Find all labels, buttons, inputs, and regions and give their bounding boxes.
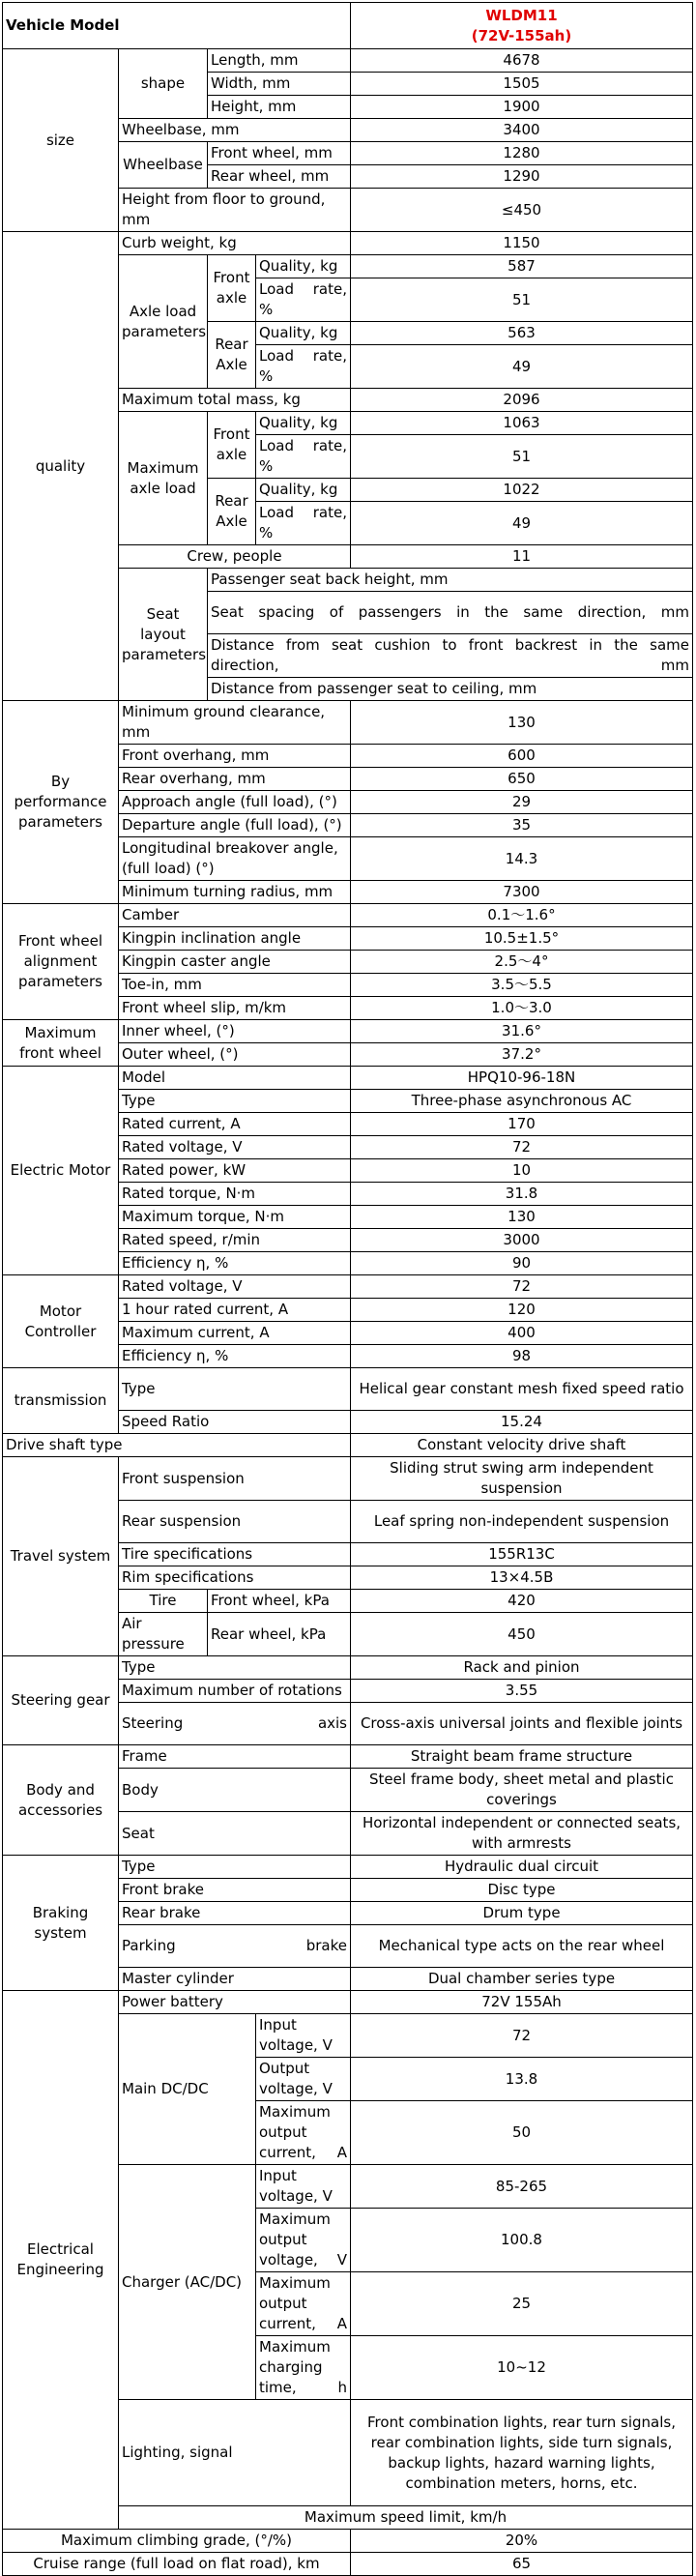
front-suspension-label: Front suspension: [119, 1457, 351, 1501]
alignment-row-value: 3.5～5.5: [351, 974, 693, 997]
controller-row-label: Efficiency η, %: [119, 1345, 351, 1368]
braking-row-value: Mechanical type acts on the rear wheel: [351, 1925, 693, 1968]
motor-row-value: 90: [351, 1252, 693, 1275]
braking-row-label: Master cylinder: [119, 1968, 351, 1991]
front-pressure-value: 420: [351, 1590, 693, 1613]
motor-row-label: Rated current, A: [119, 1113, 351, 1136]
controller-row-label: 1 hour rated current, A: [119, 1299, 351, 1322]
front-suspension-value: Sliding strut swing arm independent suspension: [351, 1457, 693, 1501]
motor-row-value: Three-phase asynchronous AC: [351, 1090, 693, 1113]
motor-row-label: Rated voltage, V: [119, 1136, 351, 1159]
transmission-group-label: transmission: [3, 1368, 119, 1434]
max-front-wheel-row-label: Inner wheel, (°): [119, 1020, 351, 1043]
charger-input-value: 85-265: [351, 2165, 693, 2209]
axle-front-rate-value: 51: [351, 278, 693, 322]
rear-pressure-label: Rear wheel, kPa: [208, 1613, 351, 1656]
rear-suspension-label: Rear suspension: [119, 1501, 351, 1543]
max-front-axle-label: Front axle: [208, 412, 256, 479]
vehicle-model-value: [351, 3, 693, 49]
axle-front-label: Front axle: [208, 255, 256, 322]
performance-row-value: 600: [351, 745, 693, 768]
lighting-value: Front combination lights, rear turn signals, rear combination lights, side turn signals, backup lights, hazard warning lights, combination meters, horns, etc.: [351, 2400, 693, 2506]
speed-ratio-value: 15.24: [351, 1411, 693, 1434]
motor-row-label: Model: [119, 1067, 351, 1090]
model-name: WLDM11: [485, 6, 558, 24]
power-battery-label: Power battery: [119, 1991, 351, 2014]
steering-row-value: Rack and pinion: [351, 1656, 693, 1680]
motor-row-label: Rated torque, N·m: [119, 1183, 351, 1206]
steering-row-value: 3.55: [351, 1680, 693, 1703]
alignment-row-label: Camber: [119, 904, 351, 927]
rear-wheel-track-label: Rear wheel, mm: [208, 165, 351, 189]
max-rear-rate-value: 49: [351, 502, 693, 545]
air-pressure-label: Air pressure: [119, 1613, 208, 1656]
tire-label: Tire: [119, 1590, 208, 1613]
performance-row-label: Approach angle (full load), (°): [119, 791, 351, 814]
max-front-wheel-group-label: Maximum front wheel: [3, 1020, 119, 1067]
max-front-wheel-row-value: 37.2°: [351, 1043, 693, 1067]
dcdc-input-label: Input voltage, V: [256, 2014, 351, 2058]
alignment-row-label: Front wheel slip, m/km: [119, 997, 351, 1020]
axle-rear-label: Rear Axle: [208, 322, 256, 389]
spec-sheet: [2, 2, 692, 2572]
axle-rear-quality-label: Quality, kg: [256, 322, 351, 345]
braking-group-label: Braking system: [3, 1856, 119, 1991]
braking-row-label: Front brake: [119, 1879, 351, 1902]
front-pressure-label: Front wheel, kPa: [208, 1590, 351, 1613]
controller-row-label: Rated voltage, V: [119, 1275, 351, 1299]
body-row-label: Frame: [119, 1745, 351, 1769]
alignment-row-label: Kingpin caster angle: [119, 951, 351, 974]
max-total-mass-label: Maximum total mass, kg: [119, 389, 351, 412]
body-row-value: Steel frame body, sheet metal and plastic coverings: [351, 1769, 693, 1812]
rim-spec-label: Rim specifications: [119, 1566, 351, 1590]
axle-rear-rate-label: Load rate, %: [256, 345, 351, 389]
length-label: Length, mm: [208, 49, 351, 73]
performance-row-label: Minimum ground clearance, mm: [119, 701, 351, 745]
alignment-row-value: 10.5±1.5°: [351, 927, 693, 951]
axle-front-quality-label: Quality, kg: [256, 255, 351, 278]
steering-row-value: Cross-axis universal joints and flexible joints: [351, 1703, 693, 1745]
performance-row-label: Front overhang, mm: [119, 745, 351, 768]
vehicle-model-label: Vehicle Model: [3, 3, 351, 49]
width-label: Width, mm: [208, 73, 351, 96]
controller-row-value: 400: [351, 1322, 693, 1345]
dcdc-output-label: Output voltage, V: [256, 2058, 351, 2101]
max-rear-rate-label: Load rate, %: [256, 502, 351, 545]
max-axle-load-label: Maximum axle load: [119, 412, 208, 545]
spec-table: [2, 2, 693, 2576]
body-row-value: Horizontal independent or connected seats, with armrests: [351, 1812, 693, 1856]
charger-current-value: 25: [351, 2272, 693, 2336]
motor-row-label: Rated speed, r/min: [119, 1229, 351, 1252]
charger-input-label: Input voltage, V: [256, 2165, 351, 2209]
floor-height-value: ≤450: [351, 189, 693, 232]
motor-row-label: Efficiency η, %: [119, 1252, 351, 1275]
braking-row-value: Disc type: [351, 1879, 693, 1902]
travel-group-label: Travel system: [3, 1457, 119, 1656]
drive-shaft-value: Constant velocity drive shaft: [351, 1434, 693, 1457]
crew-value: 11: [351, 545, 693, 569]
charger-voltage-value: 100.8: [351, 2209, 693, 2272]
rim-spec-value: 13×4.5B: [351, 1566, 693, 1590]
dcdc-input-value: 72: [351, 2014, 693, 2058]
model-variant: (72V-155ah): [471, 26, 572, 44]
wheelbase-label: Wheelbase, mm: [119, 119, 351, 142]
dcdc-current-value: 50: [351, 2101, 693, 2165]
motor-row-value: 170: [351, 1113, 693, 1136]
performance-row-value: 14.3: [351, 837, 693, 881]
dcdc-group-label: Main DC/DC: [119, 2014, 256, 2165]
performance-row-value: 35: [351, 814, 693, 837]
max-front-rate-label: Load rate, %: [256, 435, 351, 479]
max-front-quality-value: 1063: [351, 412, 693, 435]
width-value: 1505: [351, 73, 693, 96]
motor-row-label: Type: [119, 1090, 351, 1113]
motor-row-value: HPQ10-96-18N: [351, 1067, 693, 1090]
seat-layout-row-label: Passenger seat back height, mm: [208, 569, 693, 592]
alignment-row-label: Kingpin inclination angle: [119, 927, 351, 951]
braking-row-label: Type: [119, 1856, 351, 1879]
dcdc-output-value: 13.8: [351, 2058, 693, 2101]
height-label: Height, mm: [208, 96, 351, 119]
dcdc-current-label: Maximum output current, A: [256, 2101, 351, 2165]
axle-rear-rate-value: 49: [351, 345, 693, 389]
front-wheel-track-label: Front wheel, mm: [208, 142, 351, 165]
shape-group-label: shape: [119, 49, 208, 119]
range-value: 65: [351, 2553, 693, 2576]
alignment-row-value: 2.5～4°: [351, 951, 693, 974]
braking-row-value: Hydraulic dual circuit: [351, 1856, 693, 1879]
motor-row-value: 72: [351, 1136, 693, 1159]
performance-row-value: 29: [351, 791, 693, 814]
seat-layout-row-label: Distance from seat cushion to front backrest in the same direction, mm: [208, 634, 693, 678]
max-front-rate-value: 51: [351, 435, 693, 479]
axle-front-rate-label: Load rate, %: [256, 278, 351, 322]
motor-row-label: Maximum torque, N·m: [119, 1206, 351, 1229]
max-front-wheel-row-value: 31.6°: [351, 1020, 693, 1043]
charger-time-label: Maximum charging time, h: [256, 2336, 351, 2400]
size-group-label: size: [3, 49, 119, 232]
body-row-value: Straight beam frame structure: [351, 1745, 693, 1769]
seat-layout-row-label: Distance from passenger seat to ceiling, mm: [208, 678, 693, 701]
floor-height-label: Height from floor to ground, mm: [119, 189, 351, 232]
motor-row-value: 130: [351, 1206, 693, 1229]
motor-row-label: Rated power, kW: [119, 1159, 351, 1183]
max-rear-quality-label: Quality, kg: [256, 479, 351, 502]
charger-time-value: 10~12: [351, 2336, 693, 2400]
steering-group-label: Steering gear: [3, 1656, 119, 1745]
wheelbase-group-label: Wheelbase: [119, 142, 208, 189]
crew-label: Crew, people: [119, 545, 351, 569]
performance-row-label: Departure angle (full load), (°): [119, 814, 351, 837]
max-rear-quality-value: 1022: [351, 479, 693, 502]
seat-layout-row-label: Seat spacing of passengers in the same direction, mm: [208, 592, 693, 634]
performance-row-label: Rear overhang, mm: [119, 768, 351, 791]
alignment-row-label: Toe-in, mm: [119, 974, 351, 997]
max-rear-axle-label: Rear Axle: [208, 479, 256, 545]
max-front-wheel-row-label: Outer wheel, (°): [119, 1043, 351, 1067]
length-value: 4678: [351, 49, 693, 73]
axle-load-label: Axle load parameters: [119, 255, 208, 389]
curb-weight-label: Curb weight, kg: [119, 232, 351, 255]
axle-rear-quality-value: 563: [351, 322, 693, 345]
rear-suspension-value: Leaf spring non-independent suspension: [351, 1501, 693, 1543]
transmission-type-value: Helical gear constant mesh fixed speed ratio: [351, 1368, 693, 1411]
axle-front-quality-value: 587: [351, 255, 693, 278]
curb-weight-value: 1150: [351, 232, 693, 255]
motor-row-value: 10: [351, 1159, 693, 1183]
alignment-group-label: Front wheel alignment parameters: [3, 904, 119, 1020]
wheelbase-value: 3400: [351, 119, 693, 142]
performance-row-label: Minimum turning radius, mm: [119, 881, 351, 904]
charger-group-label: Charger (AC/DC): [119, 2165, 256, 2400]
braking-row-label: Rear brake: [119, 1902, 351, 1925]
performance-row-label: Longitudinal breakover angle, (full load) (°): [119, 837, 351, 881]
steering-row-label: Type: [119, 1656, 351, 1680]
climbing-value: 20%: [351, 2530, 693, 2553]
drive-shaft-label: Drive shaft type: [3, 1434, 351, 1457]
front-wheel-track-value: 1280: [351, 142, 693, 165]
speed-limit-label: Maximum speed limit, km/h: [119, 2506, 693, 2530]
controller-row-value: 120: [351, 1299, 693, 1322]
controller-group-label: Motor Controller: [3, 1275, 119, 1368]
steering-row-label: Maximum number of rotations: [119, 1680, 351, 1703]
performance-group-label: By performance parameters: [3, 701, 119, 904]
controller-row-value: 98: [351, 1345, 693, 1368]
speed-ratio-label: Speed Ratio: [119, 1411, 351, 1434]
body-row-label: Seat: [119, 1812, 351, 1856]
seat-layout-group-label: Seat layout parameters: [119, 569, 208, 701]
charger-current-label: Maximum output current, A: [256, 2272, 351, 2336]
transmission-type-label: Type: [119, 1368, 351, 1411]
motor-row-value: 31.8: [351, 1183, 693, 1206]
braking-row-value: Dual chamber series type: [351, 1968, 693, 1991]
braking-row-value: Drum type: [351, 1902, 693, 1925]
max-total-mass-value: 2096: [351, 389, 693, 412]
height-value: 1900: [351, 96, 693, 119]
tire-spec-value: 155R13C: [351, 1543, 693, 1566]
range-label: Cruise range (full load on flat road), km: [3, 2553, 351, 2576]
performance-row-value: 130: [351, 701, 693, 745]
motor-row-value: 3000: [351, 1229, 693, 1252]
max-front-quality-label: Quality, kg: [256, 412, 351, 435]
braking-row-label: Parking brake: [119, 1925, 351, 1968]
alignment-row-value: 1.0～3.0: [351, 997, 693, 1020]
alignment-row-value: 0.1～1.6°: [351, 904, 693, 927]
tire-spec-label: Tire specifications: [119, 1543, 351, 1566]
performance-row-value: 7300: [351, 881, 693, 904]
controller-row-value: 72: [351, 1275, 693, 1299]
controller-row-label: Maximum current, A: [119, 1322, 351, 1345]
steering-row-label: Steering axis: [119, 1703, 351, 1745]
electrical-group-label: Electrical Engineering: [3, 1991, 119, 2530]
rear-wheel-track-value: 1290: [351, 165, 693, 189]
rear-pressure-value: 450: [351, 1613, 693, 1656]
quality-group-label: quality: [3, 232, 119, 701]
lighting-label: Lighting, signal: [119, 2400, 351, 2506]
charger-voltage-label: Maximum output voltage, V: [256, 2209, 351, 2272]
body-row-label: Body: [119, 1769, 351, 1812]
body-group-label: Body and accessories: [3, 1745, 119, 1856]
motor-group-label: Electric Motor: [3, 1067, 119, 1275]
power-battery-value: 72V 155Ah: [351, 1991, 693, 2014]
performance-row-value: 650: [351, 768, 693, 791]
climbing-label: Maximum climbing grade, (°/%): [3, 2530, 351, 2553]
